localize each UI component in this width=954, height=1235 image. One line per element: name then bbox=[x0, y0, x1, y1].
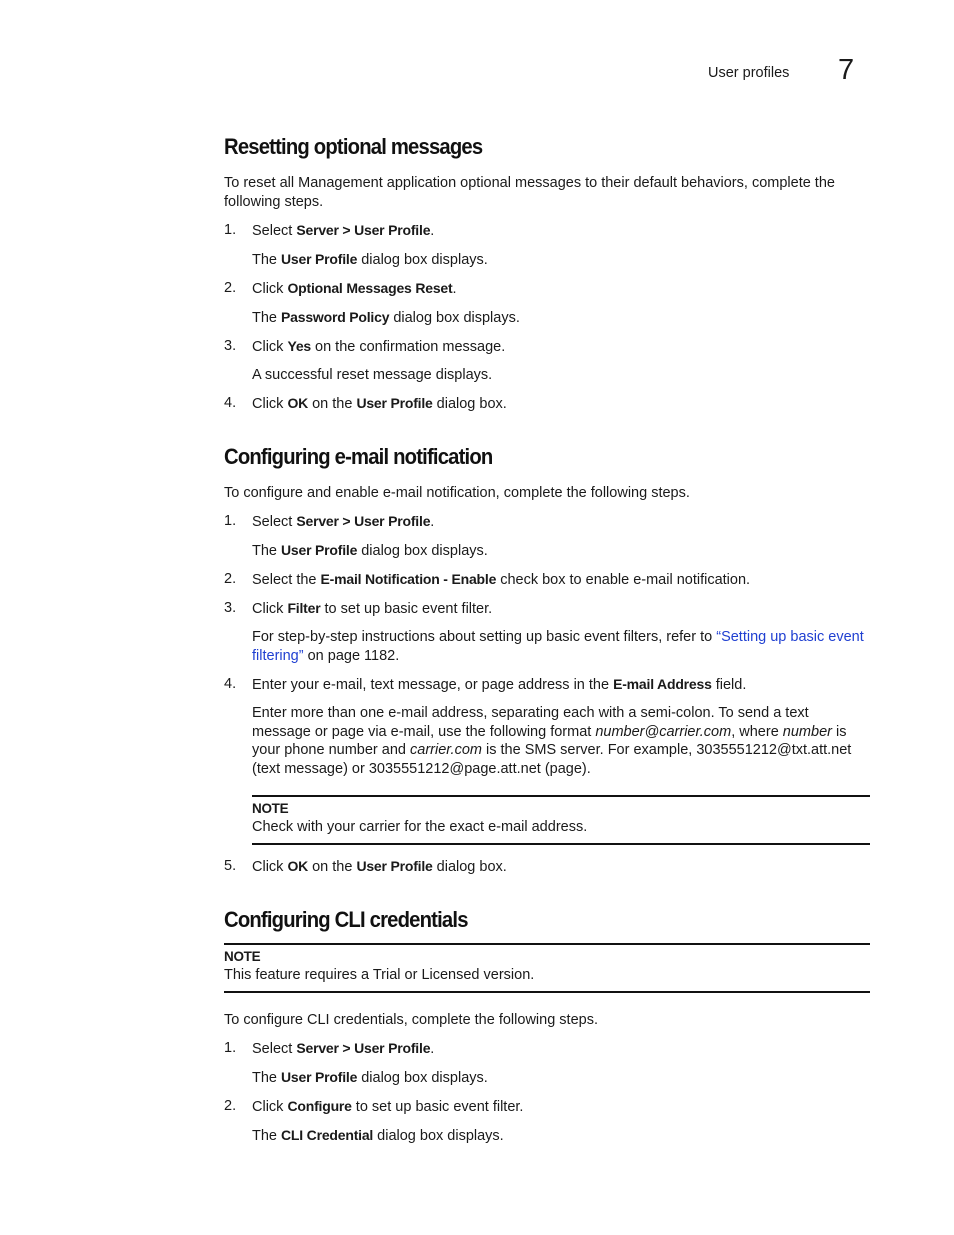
section-intro: To reset all Management application optional messages to their default behaviors, complete the following steps. bbox=[224, 175, 835, 210]
section-resetting-optional-messages bbox=[224, 130, 870, 414]
step-result: A successful reset message displays. bbox=[252, 367, 493, 383]
step-result: The Password Policy dialog box displays. bbox=[252, 309, 520, 326]
page-content bbox=[224, 130, 870, 1146]
step-item bbox=[224, 279, 870, 299]
chapter-number: 7 bbox=[838, 54, 855, 86]
step-number: 1. bbox=[224, 222, 237, 238]
step-result: The CLI Credential dialog box displays. bbox=[252, 1126, 504, 1144]
step-text: Select the E-mail Notification - Enable check box to enable e-mail notification. bbox=[252, 571, 751, 588]
section-heading: Configuring e-mail notification bbox=[224, 444, 493, 469]
section-heading: Configuring CLI credentials bbox=[224, 906, 468, 932]
ui-path: Server > User Profile bbox=[296, 222, 431, 238]
step-item bbox=[224, 857, 870, 877]
section-configuring-email-notification bbox=[224, 440, 870, 877]
step-text: Select Server > User Profile. bbox=[252, 513, 435, 530]
note-text: This feature requires a Trial or Licensed version. bbox=[224, 966, 535, 983]
step-text: Click Optional Messages Reset. bbox=[252, 280, 457, 297]
step-text: Click Yes on the confirmation message. bbox=[252, 338, 506, 355]
section-intro: To configure and enable e-mail notification, complete the following steps. bbox=[224, 485, 690, 501]
note-label: NOTE bbox=[224, 948, 261, 964]
note-box bbox=[224, 943, 870, 993]
step-result: The User Profile dialog box displays. bbox=[252, 542, 488, 559]
step-item bbox=[224, 1097, 870, 1117]
step-result: The User Profile dialog box displays. bbox=[252, 251, 488, 268]
step-item bbox=[224, 675, 870, 695]
section-intro: To configure CLI credentials, complete the following steps. bbox=[224, 1011, 598, 1028]
step-number: 1. bbox=[224, 1039, 237, 1056]
step-number: 4. bbox=[224, 676, 237, 692]
step-item bbox=[224, 337, 870, 357]
step-number: 4. bbox=[224, 395, 237, 411]
section-configuring-cli-credentials bbox=[224, 903, 870, 1146]
step-result: Enter more than one e-mail address, separating each with a semi-colon. To send a text message or page via e-mail, use the following format number@carrier.com, where number is your phone number and carrier.com is the SMS server. For example, 3035551212@txt.att.net (text message) or 3035551212@page.att.net (page). bbox=[252, 705, 852, 778]
step-item bbox=[224, 1039, 870, 1059]
step-number: 3. bbox=[224, 338, 237, 354]
step-item bbox=[224, 512, 870, 532]
step-text: Click Configure to set up basic event filter. bbox=[252, 1097, 524, 1115]
step-result: The User Profile dialog box displays. bbox=[252, 1068, 488, 1086]
step-number: 5. bbox=[224, 857, 237, 874]
step-text: Select Server > User Profile. bbox=[252, 1039, 435, 1057]
step-number: 2. bbox=[224, 280, 237, 296]
step-item bbox=[224, 221, 870, 241]
step-number: 3. bbox=[224, 600, 237, 616]
section-heading: Resetting optional messages bbox=[224, 134, 483, 159]
step-item bbox=[224, 570, 870, 590]
note-text: Check with your carrier for the exact e-mail address. bbox=[252, 818, 588, 835]
step-text: Click Filter to set up basic event filter. bbox=[252, 600, 493, 617]
step-text: Click OK on the User Profile dialog box. bbox=[252, 395, 507, 412]
note-box bbox=[252, 795, 870, 845]
step-item bbox=[224, 599, 870, 619]
step-number: 1. bbox=[224, 513, 237, 529]
running-header-title: User profiles bbox=[708, 65, 790, 81]
step-text: Enter your e-mail, text message, or page address in the E-mail Address field. bbox=[252, 676, 747, 693]
step-result: For step-by-step instructions about setting up basic event filters, refer to “Setting up basic event filtering” on page 1182. bbox=[252, 629, 864, 664]
step-number: 2. bbox=[224, 1097, 237, 1114]
step-number: 2. bbox=[224, 571, 237, 587]
note-label: NOTE bbox=[252, 800, 289, 816]
step-text: Click OK on the User Profile dialog box. bbox=[252, 857, 507, 875]
step-item bbox=[224, 394, 870, 414]
step-text: Select Server > User Profile. bbox=[252, 222, 435, 239]
cross-reference-link[interactable]: “Setting up basic event filtering” bbox=[252, 629, 864, 664]
